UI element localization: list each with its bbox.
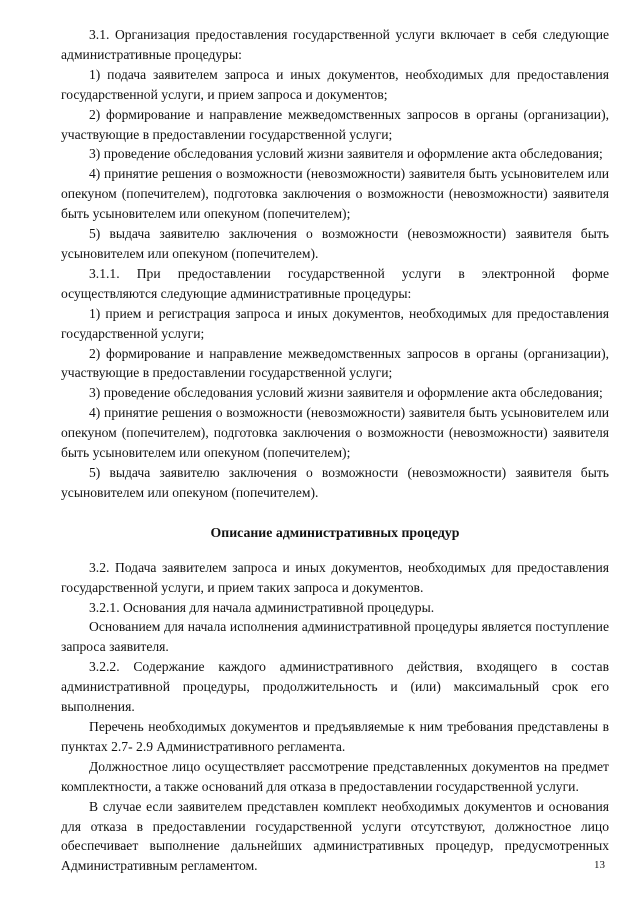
page-content <box>61 25 609 876</box>
section-3-2-paragraph-2: 3.2.1. Основания для начала административной процедуры. <box>89 599 435 615</box>
section-3-2-paragraph-4: 3.2.2. Содержание каждого административного действия, входящего в состав административной процедуры, продолжительность и (или) максимальный срок его выполнения. <box>61 659 609 715</box>
section-3-1-intro: 3.1. Организация предоставления государственной услуги включает в себя следующие административные процедуры: <box>61 27 609 62</box>
section-3-1-item-1: 1) подача заявителем запроса и иных документов, необходимых для предоставления государственной услуги, и прием запроса и документов; <box>61 66 609 102</box>
section-3-2-paragraph-5: Перечень необходимых документов и предъявляемые к ним требования представлены в пунктах 2.7- 2.9 Административного регламента. <box>61 719 609 754</box>
section-3-2-paragraph-3: Основанием для начала исполнения административной процедуры является поступление запроса заявителя. <box>61 619 609 655</box>
section-heading: Описание административных процедур <box>210 524 460 540</box>
section-3-1-1-item-3: 3) проведение обследования условий жизни заявителя и оформление акта обследования; <box>89 385 603 401</box>
section-3-2-paragraph-7: В случае если заявителем представлен комплект необходимых документов и основания для отказа в предоставлении государственной услуги отсутствуют, должностное лицо обеспечивает выполнение дальнейших административных процедур, предусмотренных Административным регламентом. <box>61 798 609 874</box>
section-3-1-1-item-1: 1) прием и регистрация запроса и иных документов, необходимых для предоставления государственной услуги; <box>61 305 609 341</box>
section-3-1-item-5: 5) выдача заявителю заключения о возможности (невозможности) заявителя быть усыновителем или опекуном (попечителем). <box>61 226 609 261</box>
section-3-1-item-3: 3) проведение обследования условий жизни заявителя и оформление акта обследования; <box>89 146 603 162</box>
section-3-2-paragraph-6: Должностное лицо осуществляет рассмотрение представленных документов на предмет комплектности, а также оснований для отказа в предоставлении государственной услуги. <box>61 758 609 794</box>
page-number: 13 <box>594 859 605 871</box>
section-3-1-1-item-4: 4) принятие решения о возможности (невозможности) заявителя быть усыновителем или опекуном (попечителем), подготовка заключения о возможности (невозможности) заявителя быть усыновителем или опекуном (попечителем); <box>61 405 609 461</box>
section-3-1-item-4: 4) принятие решения о возможности (невозможности) заявителя быть усыновителем или опекуном (попечителем), подготовка заключения о возможности (невозможности) заявителя быть усыновителем или опекуном (попечителем); <box>61 166 609 222</box>
section-3-1-1-item-2: 2) формирование и направление межведомственных запросов в органы (организации), участвующие в предоставлении государственной услуги; <box>61 345 609 381</box>
section-3-1-item-2: 2) формирование и направление межведомственных запросов в органы (организации), участвующие в предоставлении государственной услуги; <box>61 106 609 142</box>
section-3-2-paragraph-1: 3.2. Подача заявителем запроса и иных документов, необходимых для предоставления государственной услуги, и прием таких запроса и документов. <box>61 559 609 595</box>
spacer <box>61 503 609 523</box>
section-3-1-1-item-5: 5) выдача заявителю заключения о возможности (невозможности) заявителя быть усыновителем или опекуном (попечителем). <box>61 464 609 500</box>
section-3-1-1-intro: 3.1.1. При предоставлении государственной услуги в электронной форме осуществляются следующие административные процедуры: <box>61 265 609 301</box>
spacer <box>61 543 609 558</box>
